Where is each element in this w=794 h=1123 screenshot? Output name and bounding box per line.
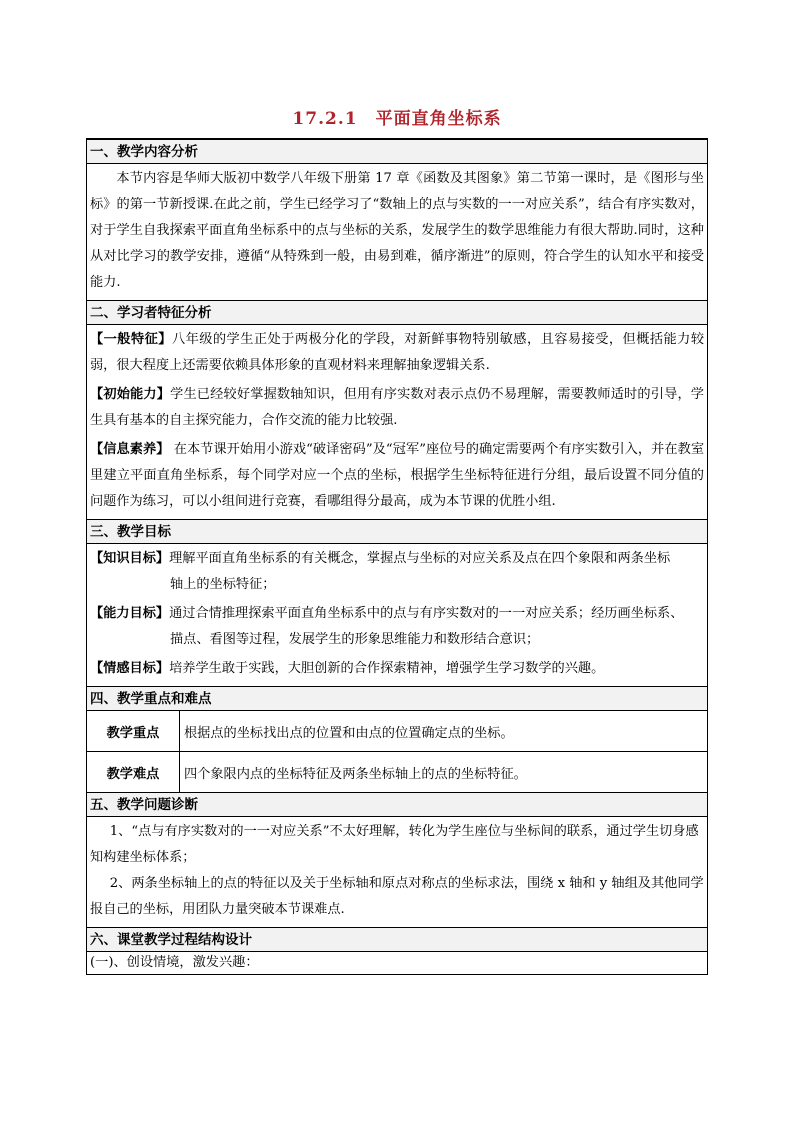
problem-item: 2、两条坐标轴上的点的特征以及关于坐标轴和原点对称点的坐标求法，围绕 x 轴和 y 轴组及其他同学报自己的坐标，用团队力量突破本节课难点. — [90, 876, 704, 917]
problem-list — [87, 817, 707, 927]
goal-emotion — [90, 656, 704, 682]
goal-text-cont: 轴上的坐标特征； — [170, 577, 276, 592]
section-header: 四、教学重点和难点 — [87, 687, 707, 711]
goal-text: 培养学生敢于实践，大胆创新的合作探索精神，增强学生学习数学的兴趣。 — [169, 661, 605, 676]
lesson-plan-table — [86, 138, 708, 975]
section-header: 三、教学目标 — [87, 520, 707, 544]
learner-item-general — [90, 327, 704, 379]
goal-label: 【情感目标】 — [90, 661, 170, 676]
row-label: 教学重点 — [87, 711, 180, 752]
section-header: 二、学习者特征分析 — [87, 301, 707, 325]
learner-items — [87, 325, 707, 519]
goal-text: 通过合情推理探索平面直角坐标系中的点与有序实数对的一一对应关系；经历画坐标系、 — [169, 606, 684, 621]
section-header: 六、课堂教学过程结构设计 — [87, 928, 707, 952]
item-text: 在本节课开始用小游戏“破译密码”及“冠军”座位号的确定需要两个有序实数引入，并在教室里建立平面直角坐标系，每个同学对应一个点的坐标，根据学生坐标特征进行分组，最后设置不同分值的问题作为练习，可以小组间进行竞赛，看哪组得分最高，成为本节课的优胜小组. — [90, 442, 705, 509]
learner-item-info-literacy — [90, 437, 704, 515]
section-content-analysis — [87, 140, 707, 301]
item-label: 【初始能力】 — [90, 387, 171, 402]
table-row — [87, 752, 707, 793]
key-points-table — [87, 711, 707, 792]
table-row — [87, 711, 707, 752]
goal-text: 理解平面直角坐标系的有关概念，掌握点与坐标的对应关系及点在四个象限和两条坐标 — [169, 551, 671, 566]
row-label: 教学难点 — [87, 752, 180, 793]
goal-list — [87, 544, 707, 686]
section-header: 五、教学问题诊断 — [87, 793, 707, 817]
item-label: 【一般特征】 — [90, 332, 172, 347]
section-teaching-goals — [87, 520, 707, 687]
row-text: 根据点的坐标找出点的位置和由点的位置确定点的坐标。 — [184, 725, 514, 741]
page-title: 17.2.1 平面直角坐标系 — [292, 109, 502, 129]
section-problem-diagnosis — [87, 793, 707, 928]
goal-label: 【知识目标】 — [90, 551, 170, 566]
item-text: 学生已经较好掌握数轴知识，但用有序实数对表示点仍不易理解，需要教师适时的引导，学生具有基本的自主探究能力，合作交流的能力比较强. — [90, 387, 704, 428]
row-text: 四个象限内点的坐标特征及两条坐标轴上的点的坐标特征。 — [180, 752, 708, 793]
goal-knowledge — [90, 546, 704, 598]
subsection-title: (一)、创设情境，激发兴趣： — [90, 955, 259, 970]
section-process-design — [87, 928, 707, 975]
goal-text-cont: 描点、看图等过程，发展学生的形象思维能力和数形结合意识； — [170, 632, 540, 647]
item-label: 【信息素养】 — [90, 442, 170, 457]
problem-item: 1、“点与有序实数对的一一对应关系”不太好理解，转化为学生座位与坐标间的联系，通过学生切身感知构建坐标体系； — [90, 824, 699, 865]
section-learner-analysis — [87, 301, 707, 520]
goal-ability — [90, 601, 704, 653]
item-text: 八年级的学生正处于两极分化的学段，对新鲜事物特别敏感，且容易接受，但概括能力较弱，很大程度上还需要依赖具体形象的直观材料来理解抽象逻辑关系. — [90, 332, 705, 373]
goal-label: 【能力目标】 — [90, 606, 170, 621]
section-header: 一、教学内容分析 — [87, 140, 707, 164]
learner-item-initial-ability — [90, 382, 704, 434]
section-key-points — [87, 687, 707, 793]
section-text: 本节内容是华师大版初中数学八年级下册第 17 章《函数及其图象》第二节第一课时，是《图形与坐标》的第一节新授课.在此之前，学生已经学习了“数轴上的点与实数的一一对应关系”，结合有序实数对，对于学生自我探索平面直角坐标系中的点与坐标的关系，发展学生的数学思维能力有很大帮助.同时，这种从对比学习的教学安排，遵循“从特殊到一般，由易到难，循序渐进”的原则，符合学生的认知水平和接受能力. — [90, 171, 704, 290]
